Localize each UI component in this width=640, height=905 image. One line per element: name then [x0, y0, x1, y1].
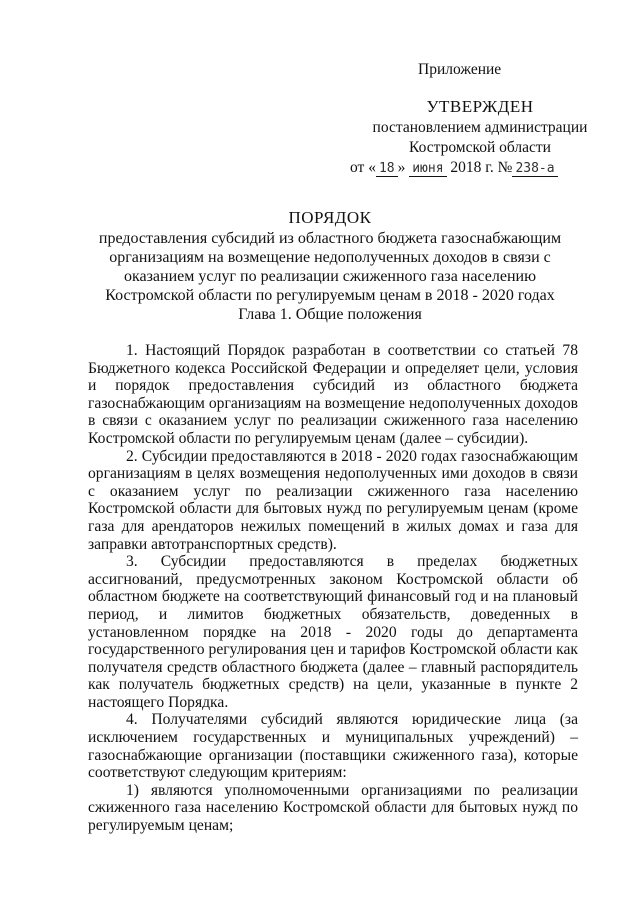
paragraph: 3. Субсидии предоставляются в пределах бюджетных ассигнований, предусмотренных законом Костромской области об областном бюджете на соответствующий финансовый год и на плановый период, и лимитов бюджетных обязательств, доведенных в установленном порядке на 2018 - 2020 годы до департамента государственного регулирования цен и тарифов Костромской области как получателя средств областного бюджета (далее – главный распорядитель как получатель бюджетных средств) на цели, указанные в пункте 2 настоящего Порядка.	[88, 553, 578, 711]
date-prefix: от «	[350, 159, 376, 176]
document-title	[80, 208, 580, 305]
paragraph: 1. Настоящий Порядок разработан в соответствии со статьей 78 Бюджетного кодекса Российской Федерации и определяет цели, условия и порядок предоставления субсидий из областного бюджета газоснабжающим организациям на возмещение недополученных доходов в связи с оказанием услуг по реализации сжиженного газа населению Костромской области по регулируемым ценам (далее – субсидии).	[88, 342, 578, 447]
title-order: ПОРЯДОК	[288, 208, 372, 227]
date-year: 2018 г. №	[450, 159, 513, 176]
paragraph: 2. Субсидии предоставляются в 2018 - 2020 годах газоснабжающим организациям в целях возмещения недополученных ими доходов в связи с оказанием услуг по реализации сжиженного газа населению Костромской области для бытовых нужд по регулируемым ценам (кроме газа для арендаторов нежилых помещений в жилых домах и газа для заправки автотранспортных средств).	[88, 447, 578, 553]
document-number: 238-а	[512, 161, 557, 177]
approval-date-line	[350, 158, 630, 179]
approval-block	[330, 60, 630, 179]
date-day: 18	[376, 161, 398, 177]
date-mid: »	[397, 159, 406, 176]
date-month: июня	[409, 161, 446, 177]
chapter-heading: Глава 1. Общие положения	[238, 306, 422, 323]
paragraph: 1) являются уполномоченными организациями по реализации сжиженного газа населению Костромской области для бытовых нужд по регулируемым ценам;	[88, 781, 578, 835]
approval-line-2: Костромской области	[409, 139, 551, 156]
approved-label: УТВЕРЖДЕН	[426, 97, 534, 116]
title-text: предоставления субсидий из областного бюджета газоснабжающим организациям на возмещение недополученных доходов в связи с оказанием услуг по реализации сжиженного газа населению Костромской области по регулируемым ценам в 2018 - 2020 годах	[98, 230, 562, 304]
appendix-label: Приложение	[418, 61, 502, 78]
document-body	[88, 342, 578, 835]
paragraph: 4. Получателями субсидий являются юридические лица (за исключением государственных и муниципальных учреждений) – газоснабжающие организации (поставщики сжиженного газа), которые соответствуют следующим критериям:	[88, 711, 578, 782]
approval-line-1: постановлением администрации	[372, 119, 588, 136]
